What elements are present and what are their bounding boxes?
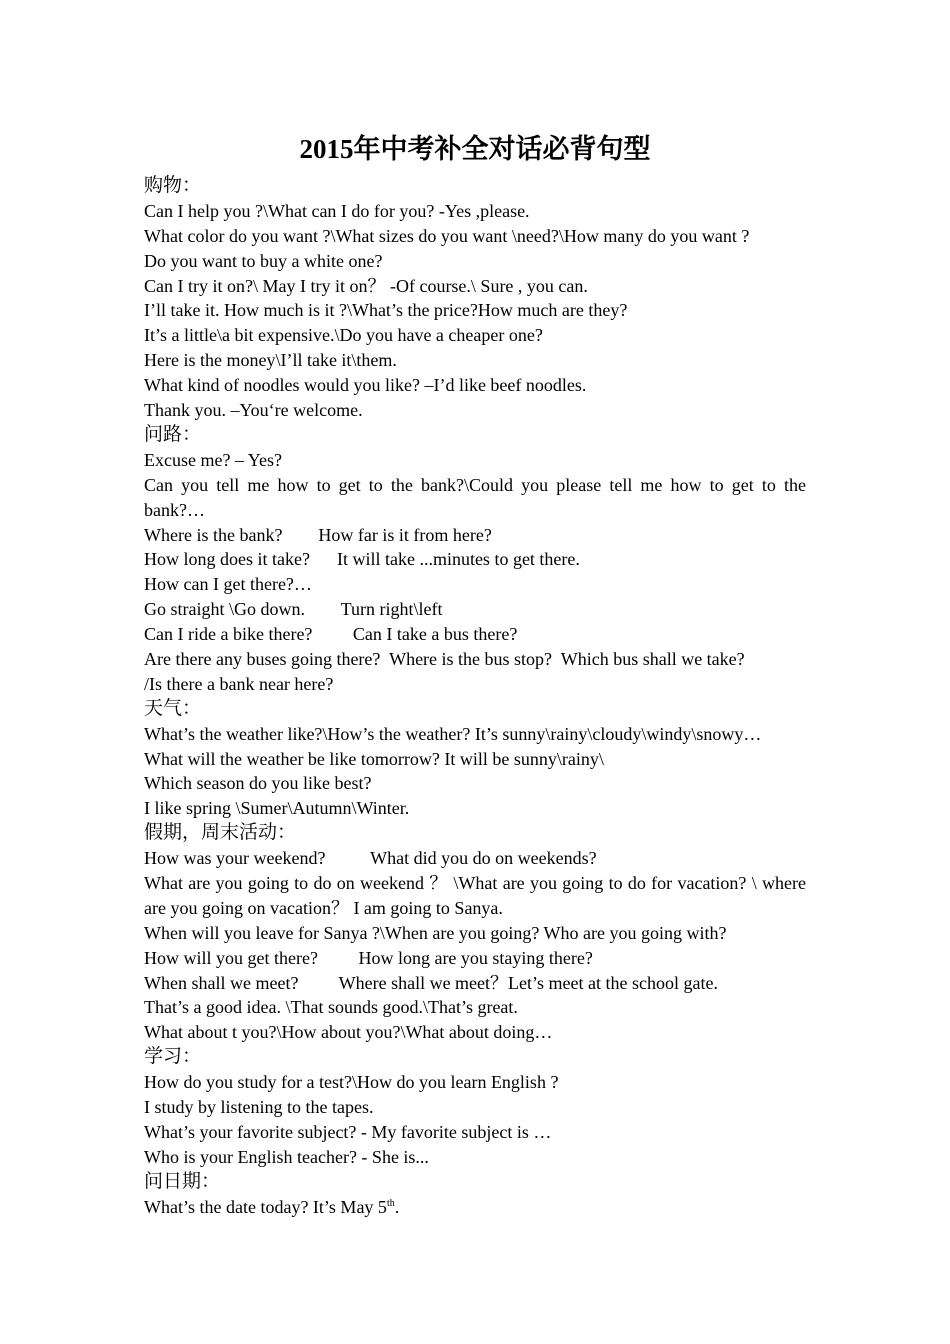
- text-line: I study by listening to the tapes.: [144, 1097, 374, 1118]
- text-line: When shall we meet? Where shall we meet？Let’s meet at the school gate.: [144, 972, 718, 993]
- text-paragraph: What are you going to do on weekend ？ \What are you going to do for vacation? \ where are you going on vacation？ I am going to Sanya.: [144, 872, 806, 918]
- text-line: I’ll take it. How much is it ?\What’s the price?How much are they?: [144, 300, 628, 321]
- text-line: How long does it take? It will take ...minutes to get there.: [144, 549, 580, 570]
- text-line: What’s your favorite subject? - My favorite subject is …: [144, 1121, 552, 1142]
- text-line: Do you want to buy a white one?: [144, 250, 383, 271]
- section-heading-holidays: 假期，周末活动：: [144, 822, 297, 844]
- text-line: How was your weekend? What did you do on weekends?: [144, 848, 597, 869]
- text-line: That’s a good idea. \That sounds good.\That’s great.: [144, 997, 518, 1018]
- text-line: How do you study for a test?\How do you learn English ?: [144, 1072, 559, 1093]
- document-title: 2015年中考补全对话必背句型: [299, 134, 651, 164]
- text-line: Excuse me? – Yes?: [144, 449, 282, 470]
- text-line: Are there any buses going there? Where is the bus stop? Which bus shall we take?: [144, 648, 745, 669]
- ordinal-superscript: th: [386, 1197, 395, 1209]
- text-line: When will you leave for Sanya ?\When are you going? Who are you going with?: [144, 922, 727, 943]
- section-heading-study: 学习：: [144, 1046, 202, 1068]
- text-line: Can I ride a bike there? Can I take a bus there?: [144, 624, 518, 645]
- text-line: I like spring \Sumer\Autumn\Winter.: [144, 798, 410, 819]
- date-line-end: .: [394, 1196, 400, 1217]
- text-line: How can I get there?…: [144, 574, 312, 595]
- text-line: Go straight \Go down. Turn right\left: [144, 599, 443, 620]
- text-line: What about t you?\How about you?\What about doing…: [144, 1022, 553, 1043]
- date-line: [144, 1195, 806, 1220]
- text-line: Can I try it on?\ May I try it on？ -Of course.\ Sure , you can.: [144, 275, 588, 296]
- text-line: How will you get there? How long are you staying there?: [144, 947, 593, 968]
- text-line: What will the weather be like tomorrow? It will be sunny\rainy\: [144, 748, 604, 769]
- text-line: What color do you want ?\What sizes do you want \need?\How many do you want ?: [144, 225, 750, 246]
- section-heading-shopping: 购物：: [144, 175, 202, 196]
- text-line: Who is your English teacher? - She is...: [144, 1146, 429, 1167]
- text-paragraph: Can you tell me how to get to the bank?\Could you please tell me how to get to the bank?…: [144, 474, 806, 520]
- section-heading-date: 问日期：: [144, 1170, 221, 1192]
- text-line: Thank you. –You‘re welcome.: [144, 400, 363, 421]
- text-line: /Is there a bank near here?: [144, 673, 334, 694]
- text-line: What kind of noodles would you like? –I’d like beef noodles.: [144, 375, 587, 396]
- text-line: Here is the money\I’ll take it\them.: [144, 350, 397, 371]
- section-heading-directions: 问路：: [144, 423, 202, 445]
- text-line: It’s a little\a bit expensive.\Do you have a cheaper one?: [144, 325, 543, 346]
- text-line: Which season do you like best?: [144, 773, 372, 794]
- text-line: Where is the bank? How far is it from here?: [144, 524, 492, 545]
- text-line: What’s the weather like?\How’s the weather? It’s sunny\rainy\cloudy\windy\snowy…: [144, 723, 762, 744]
- date-line-text: What’s the date today? It’s May 5: [144, 1196, 387, 1217]
- section-heading-weather: 天气：: [144, 697, 202, 719]
- text-line: Can I help you ?\What can I do for you? -Yes ,please.: [144, 200, 530, 221]
- document-body: [144, 174, 806, 1219]
